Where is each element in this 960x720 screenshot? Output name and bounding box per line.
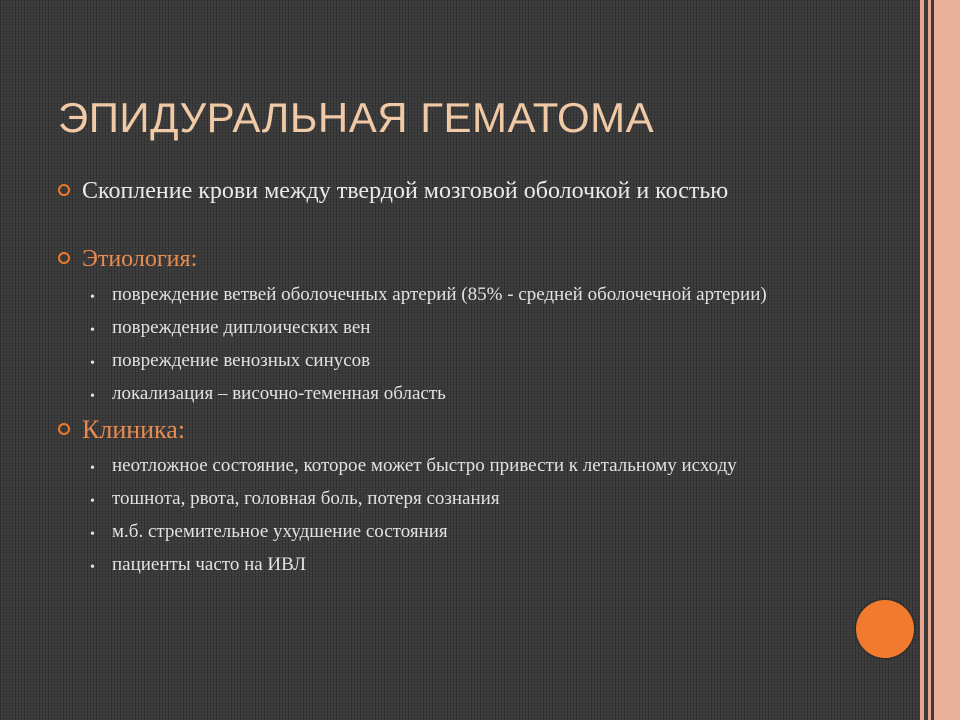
list-item-text: тошнота, рвота, головная боль, потеря сознания <box>112 488 500 509</box>
list-item-text: повреждение венозных синусов <box>112 350 371 371</box>
bullet-etiology <box>58 242 818 276</box>
list-item-text: повреждение диплоических вен <box>112 317 371 338</box>
list-item <box>58 519 818 545</box>
etiology-heading: Этиология: <box>82 246 198 272</box>
list-item-text: м.б. стремительное ухудшение состояния <box>112 521 448 542</box>
dot-bullet-icon: • <box>90 494 95 509</box>
stripe <box>928 0 931 720</box>
list-item-text: локализация – височно-теменная область <box>112 383 446 404</box>
list-item <box>58 486 818 512</box>
list-item <box>58 381 818 407</box>
bullet-clinic <box>58 413 818 447</box>
list-item-text: повреждение ветвей оболочечных артерий (85% - средней оболочечной артерии) <box>112 284 767 305</box>
list-item <box>58 348 818 374</box>
dot-bullet-icon: • <box>90 560 95 575</box>
dot-bullet-icon: • <box>90 290 95 305</box>
stripe <box>920 0 924 720</box>
ring-bullet-icon <box>58 423 70 435</box>
list-item <box>58 282 818 308</box>
dot-bullet-icon: • <box>90 323 95 338</box>
dot-bullet-icon: • <box>90 527 95 542</box>
dot-bullet-icon: • <box>90 356 95 371</box>
list-item-text: неотложное состояние, которое может быстро привести к летальному исходу <box>112 455 737 476</box>
slide-title: ЭПИДУРАЛЬНАЯ ГЕМАТОМА <box>58 94 655 141</box>
clinic-heading: Клиника: <box>82 415 186 444</box>
list-item-text: пациенты часто на ИВЛ <box>112 554 306 575</box>
stripe <box>934 0 960 720</box>
dot-bullet-icon: • <box>90 461 95 476</box>
ring-bullet-icon <box>58 184 70 196</box>
definition-text: Скопление крови между твердой мозговой оболочкой и костью <box>82 178 729 204</box>
slide-content <box>58 174 818 578</box>
list-item <box>58 552 818 578</box>
list-item <box>58 453 818 479</box>
ring-bullet-icon <box>58 252 70 264</box>
bullet-definition <box>58 174 818 208</box>
dot-bullet-icon: • <box>90 389 95 404</box>
orange-circle-decoration <box>856 600 914 658</box>
list-item <box>58 315 818 341</box>
decorative-stripes <box>920 0 960 720</box>
